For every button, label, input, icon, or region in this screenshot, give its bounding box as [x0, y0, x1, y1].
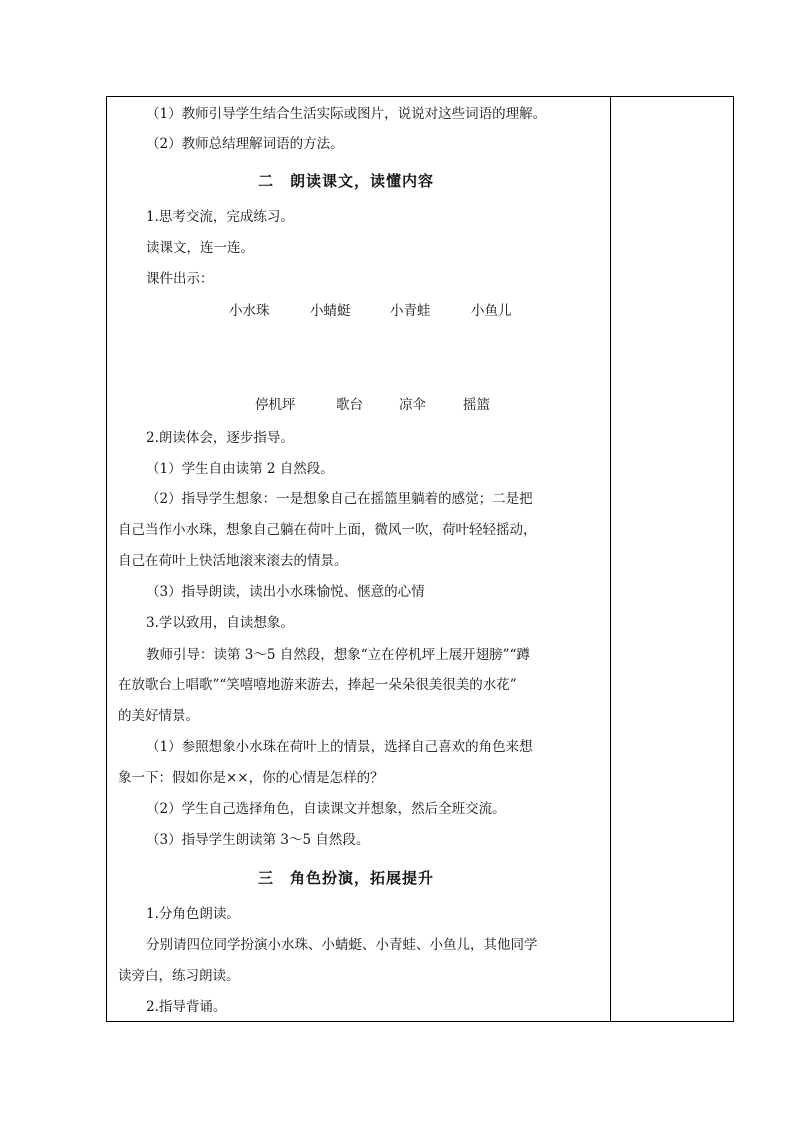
text-line: 自己在荷叶上快活地滚来滚去的情景。 — [118, 553, 348, 569]
section-heading-2: 二 朗读课文，读懂内容 — [258, 172, 435, 190]
text-line: （1）教师引导学生结合生活实际或图片，说说对这些词语的理解。 — [146, 106, 547, 122]
text-line: 教师引导：读第 3～5 自然段，想象“立在停机坪上展开翅膀”“蹲 — [146, 647, 530, 663]
text-line: 1.分角色朗读。 — [146, 906, 240, 922]
text-line: 分别请四位同学扮演小水珠、小蜻蜓、小青蛙、小鱼儿，其他同学 — [146, 937, 538, 953]
text-line: 读旁白，练习朗读。 — [118, 968, 240, 984]
character-word: 小水珠 — [229, 303, 270, 319]
character-word: 小鱼儿 — [471, 303, 512, 319]
character-word: 小蜻蜓 — [310, 303, 351, 319]
text-line: 课件出示： — [146, 271, 214, 287]
text-line: （3）指导朗读，读出小水珠愉悦、惬意的心情 — [146, 584, 425, 600]
character-word: 小青蛙 — [390, 303, 431, 319]
text-line: 在放歌台上唱歌”“笑嘻嘻地游来游去，捧起一朵朵很美很美的水花” — [118, 677, 517, 693]
place-word: 凉伞 — [399, 397, 426, 413]
section-heading-3: 三 角色扮演，拓展提升 — [258, 869, 435, 887]
text-line: 读课文，连一连。 — [146, 240, 254, 256]
text-line: 的美好情景。 — [118, 708, 199, 724]
column-divider — [610, 97, 611, 1021]
place-word: 摇篮 — [463, 397, 490, 413]
place-word: 歌台 — [336, 397, 363, 413]
text-line: （3）指导学生朗读第 3～5 自然段。 — [146, 832, 370, 848]
text-line: （1）学生自由读第 2 自然段。 — [146, 461, 334, 477]
text-line: 1.思考交流，完成练习。 — [146, 209, 294, 225]
text-line: 自己当作小水珠，想象自己躺在荷叶上面，微风一吹，荷叶轻轻摇动， — [118, 522, 537, 538]
text-line: （2）教师总结理解词语的方法。 — [146, 136, 344, 152]
text-line: （1）参照想象小水珠在荷叶上的情景，选择自己喜欢的角色来想 — [146, 739, 533, 755]
text-line: 2.朗读体会，逐步指导。 — [146, 430, 294, 446]
text-line: （2）学生自己选择角色，自读课文并想象，然后全班交流。 — [146, 801, 506, 817]
text-line: 象一下：假如你是××，你的心情是怎样的？ — [118, 770, 384, 786]
text-line: 3.学以致用，自读想象。 — [146, 615, 294, 631]
text-line: （2）指导学生想象：一是想象自己在摇篮里躺着的感觉；二是把 — [146, 491, 533, 507]
text-line: 2.指导背诵。 — [146, 999, 227, 1015]
place-word: 停机坪 — [255, 397, 296, 413]
